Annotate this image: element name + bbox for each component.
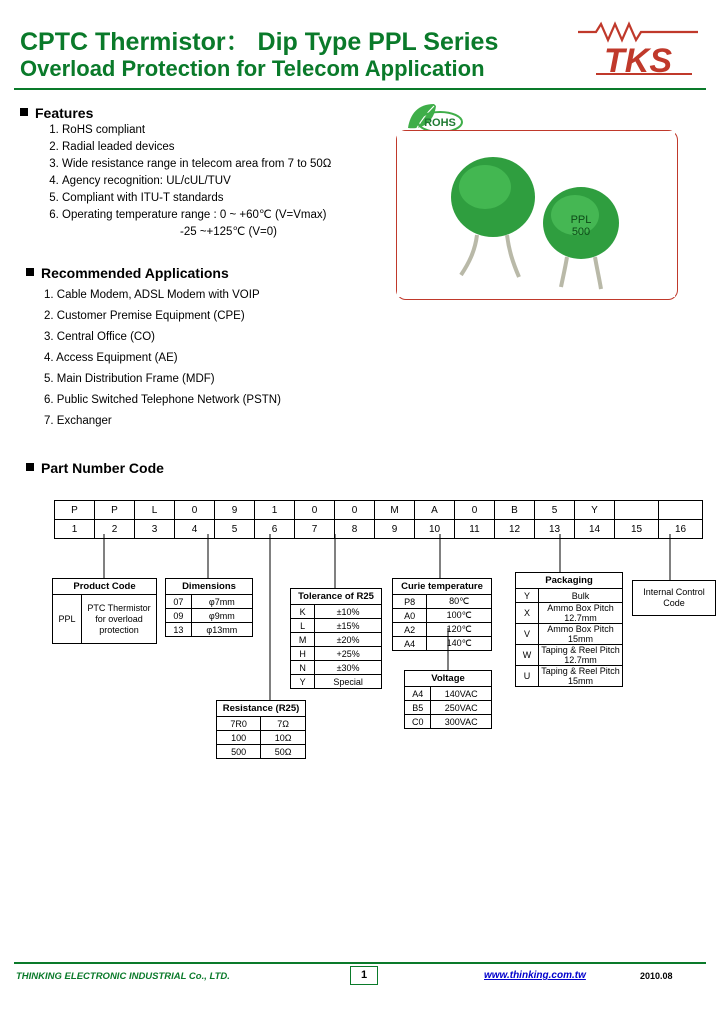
footer-date: 2010.08 — [640, 971, 673, 981]
dimension-value: φ9mm — [191, 609, 252, 623]
bullet-square-icon — [20, 108, 28, 116]
curie-temperature-table — [392, 578, 492, 651]
tolerance-code: H — [291, 647, 315, 661]
resistance-value: 10Ω — [261, 731, 306, 745]
table-row — [516, 624, 623, 645]
packaging-value: Bulk — [539, 589, 623, 603]
bullet-square-icon — [26, 268, 34, 276]
packaging-value: Ammo Box Pitch 12.7mm — [539, 603, 623, 624]
features-sub-item: -25 ~+125℃ (V=0) — [180, 226, 277, 238]
pn-code-cell: 0 — [175, 501, 215, 520]
table-row — [516, 589, 623, 603]
tolerance-code: M — [291, 633, 315, 647]
pn-code-cell: 1 — [255, 501, 295, 520]
voltage-value: 250VAC — [431, 701, 492, 715]
table-row — [291, 647, 382, 661]
list-item: 2. Customer Premise Equipment (CPE) — [44, 310, 245, 322]
tolerance-value: ±20% — [315, 633, 382, 647]
list-item: 4. Agency recognition: UL/cUL/TUV — [62, 173, 398, 190]
table-row — [516, 603, 623, 624]
voltage-value: 140VAC — [431, 687, 492, 701]
product-code-caption: Product Code — [52, 578, 157, 594]
pn-index-cell: 2 — [95, 520, 135, 539]
page-number: 1 — [350, 966, 378, 985]
table-row — [166, 595, 253, 609]
table-row — [166, 609, 253, 623]
dimensions-table — [165, 578, 253, 637]
pn-index-cell: 5 — [215, 520, 255, 539]
list-item: 1. Cable Modem, ADSL Modem with VOIP — [44, 289, 260, 301]
pn-index-cell: 8 — [335, 520, 375, 539]
pn-index-cell: 1 — [55, 520, 95, 539]
packaging-code: X — [516, 603, 539, 624]
voltage-code: C0 — [405, 715, 431, 729]
list-item: 7. Exchanger — [44, 415, 112, 427]
voltage-value: 300VAC — [431, 715, 492, 729]
curie-value: 120℃ — [427, 623, 492, 637]
tolerance-value: ±10% — [315, 605, 382, 619]
table-row — [55, 501, 703, 520]
table-row — [291, 675, 382, 689]
internal-control-code: Internal Control Code — [632, 580, 716, 616]
page-title-line1: CPTC Thermistor： Dip Type PPL Series — [20, 28, 499, 56]
pn-code-cell: 0 — [335, 501, 375, 520]
footer-website-link[interactable]: www.thinking.com.tw — [484, 970, 586, 981]
table-row — [516, 666, 623, 687]
voltage-caption: Voltage — [404, 670, 492, 686]
voltage-code: A4 — [405, 687, 431, 701]
pn-code-cell: P — [55, 501, 95, 520]
product-code-description: PTC Thermistor for overload protection — [82, 595, 157, 644]
resistance-caption: Resistance (R25) — [216, 700, 306, 716]
list-item: 6. Operating temperature range : 0 ~ +60℃ (V=Vmax) — [62, 207, 398, 224]
curie-code: A2 — [393, 623, 427, 637]
table-row — [405, 701, 492, 715]
pn-code-cell: 0 — [295, 501, 335, 520]
features-list — [38, 122, 398, 241]
applications-heading: Recommended Applications — [26, 265, 229, 281]
list-item: 2. Radial leaded devices — [62, 139, 398, 156]
resistance-value: 7Ω — [261, 717, 306, 731]
tolerance-code: K — [291, 605, 315, 619]
pn-code-cell: A — [415, 501, 455, 520]
footer-company: THINKING ELECTRONIC INDUSTRIAL Co., LTD. — [16, 971, 230, 982]
voltage-table — [404, 670, 492, 729]
table-row — [217, 731, 306, 745]
pn-index-cell: 15 — [615, 520, 659, 539]
curie-value: 140℃ — [427, 637, 492, 651]
product-code-table — [52, 578, 157, 644]
part-number-table — [54, 500, 703, 539]
resistance-value: 50Ω — [261, 745, 306, 759]
table-row — [53, 595, 157, 644]
pn-code-cell: M — [375, 501, 415, 520]
pn-index-cell: 9 — [375, 520, 415, 539]
table-row — [393, 637, 492, 651]
list-item: 5. Compliant with ITU-T standards — [62, 190, 398, 207]
packaging-code: V — [516, 624, 539, 645]
header-divider — [14, 88, 706, 90]
curie-value: 100℃ — [427, 609, 492, 623]
resistance-code: 100 — [217, 731, 261, 745]
list-item: 6. Public Switched Telephone Network (PSTN) — [44, 394, 281, 406]
pn-index-cell: 10 — [415, 520, 455, 539]
list-item: 1. RoHS compliant — [62, 122, 398, 139]
pn-code-cell: Y — [575, 501, 615, 520]
tolerance-caption: Tolerance of R25 — [290, 588, 382, 604]
company-logo — [574, 16, 704, 82]
packaging-code: Y — [516, 589, 539, 603]
list-item: 3. Wide resistance range in telecom area from 7 to 50Ω — [62, 156, 398, 173]
footer-divider — [14, 962, 706, 964]
svg-text:500: 500 — [571, 226, 591, 238]
dimension-code: 09 — [166, 609, 192, 623]
features-heading: Features — [20, 105, 93, 121]
pn-index-cell: 13 — [535, 520, 575, 539]
document-footer — [0, 966, 720, 996]
table-row — [291, 605, 382, 619]
pn-index-cell: 6 — [255, 520, 295, 539]
table-row — [291, 619, 382, 633]
dimension-code: 07 — [166, 595, 192, 609]
pn-code-cell: 9 — [215, 501, 255, 520]
packaging-value: Taping & Reel Pitch 15mm — [539, 666, 623, 687]
product-code-value: PPL — [53, 595, 82, 644]
pn-code-cell — [659, 501, 703, 520]
product-photo — [396, 130, 678, 300]
document-header — [0, 0, 720, 92]
resistance-code: 500 — [217, 745, 261, 759]
pn-code-cell: L — [135, 501, 175, 520]
tolerance-code: N — [291, 661, 315, 675]
table-row — [393, 595, 492, 609]
pn-index-cell: 14 — [575, 520, 615, 539]
packaging-value: Taping & Reel Pitch 12.7mm — [539, 645, 623, 666]
dimension-value: φ13mm — [191, 623, 252, 637]
curie-code: P8 — [393, 595, 427, 609]
rohs-label: ROHS — [424, 117, 456, 129]
pn-code-cell — [615, 501, 659, 520]
pn-index-cell: 3 — [135, 520, 175, 539]
pn-code-cell: B — [495, 501, 535, 520]
table-row — [217, 745, 306, 759]
dimension-code: 13 — [166, 623, 192, 637]
packaging-value: Ammo Box Pitch 15mm — [539, 624, 623, 645]
pn-index-cell: 7 — [295, 520, 335, 539]
table-row — [405, 687, 492, 701]
pn-index-cell: 11 — [455, 520, 495, 539]
pn-code-cell: 0 — [455, 501, 495, 520]
tolerance-value: ±30% — [315, 661, 382, 675]
resistance-code: 7R0 — [217, 717, 261, 731]
table-row — [291, 633, 382, 647]
tolerance-value: Special — [315, 675, 382, 689]
table-row — [217, 717, 306, 731]
table-row — [393, 623, 492, 637]
applications-list — [44, 285, 444, 432]
tolerance-table — [290, 588, 382, 689]
tolerance-code: L — [291, 619, 315, 633]
table-row — [516, 645, 623, 666]
packaging-caption: Packaging — [515, 572, 623, 588]
list-item: 3. Central Office (CO) — [44, 331, 155, 343]
table-row — [166, 623, 253, 637]
part-number-heading: Part Number Code — [26, 460, 164, 476]
table-row — [405, 715, 492, 729]
packaging-table — [515, 572, 623, 687]
page-title-line2: Overload Protection for Telecom Application — [20, 56, 485, 81]
curie-caption: Curie temperature — [392, 578, 492, 594]
pn-index-cell: 12 — [495, 520, 535, 539]
dimensions-caption: Dimensions — [165, 578, 253, 594]
bullet-square-icon — [26, 463, 34, 471]
dimension-value: φ7mm — [191, 595, 252, 609]
svg-text:TKS: TKS — [604, 42, 672, 80]
tolerance-value: ±15% — [315, 619, 382, 633]
voltage-code: B5 — [405, 701, 431, 715]
list-item: 5. Main Distribution Frame (MDF) — [44, 373, 215, 385]
tolerance-code: Y — [291, 675, 315, 689]
table-row — [393, 609, 492, 623]
pn-index-cell: 4 — [175, 520, 215, 539]
curie-value: 80℃ — [427, 595, 492, 609]
packaging-code: U — [516, 666, 539, 687]
svg-text:PPL: PPL — [570, 214, 592, 226]
tolerance-value: +25% — [315, 647, 382, 661]
packaging-code: W — [516, 645, 539, 666]
table-row — [55, 520, 703, 539]
curie-code: A4 — [393, 637, 427, 651]
list-item: 4. Access Equipment (AE) — [44, 352, 178, 364]
pn-index-cell: 16 — [659, 520, 703, 539]
pn-code-cell: P — [95, 501, 135, 520]
resistance-table — [216, 700, 306, 759]
pn-code-cell: 5 — [535, 501, 575, 520]
table-row — [291, 661, 382, 675]
curie-code: A0 — [393, 609, 427, 623]
